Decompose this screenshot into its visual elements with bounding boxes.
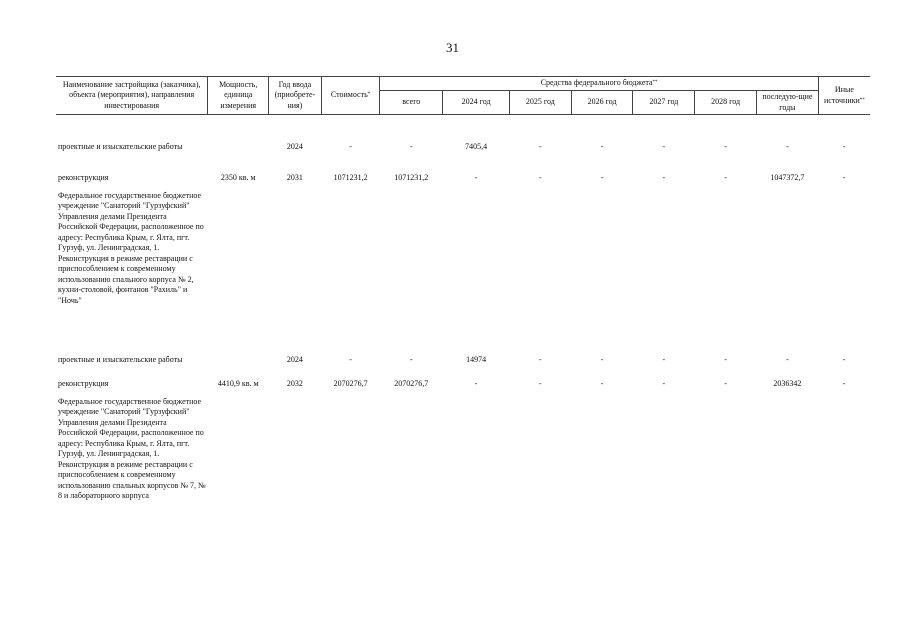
header-2024: 2024 год bbox=[443, 91, 510, 115]
investment-table bbox=[56, 76, 870, 502]
header-year: Год ввода (приобрете-ния) bbox=[269, 77, 322, 115]
header-row-1 bbox=[56, 77, 870, 91]
table-row: реконструкция 4410,9 кв. м 2032 2070276,7 2070276,7 - - - - - 2036342 - bbox=[58, 378, 846, 388]
header-federal-budget: Средства федерального бюджета** bbox=[380, 77, 818, 91]
header-2027: 2027 год bbox=[633, 91, 695, 115]
header-2028: 2028 год bbox=[695, 91, 757, 115]
header-other-sources: Иные источники** bbox=[818, 77, 870, 115]
page-number: 31 bbox=[446, 40, 459, 55]
header-name: Наименование застройщика (заказчика), объекта (мероприятия), направления инвестирования bbox=[56, 77, 208, 115]
header-capacity: Мощность, единица измерения bbox=[208, 77, 269, 115]
header-cost: Стоимость* bbox=[321, 77, 380, 115]
table-row: проектные и изыскательские работы 2024 - - 7405,4 - - - - - - bbox=[58, 141, 846, 151]
table-row: реконструкция 2350 кв. м 2031 1071231,2 1071231,2 - - - - - 1047372,7 - bbox=[58, 172, 846, 182]
table-row: Федеральное государственное бюджетное учреждение "Санаторий "Гурзуфский" Управления делами Президента Российской Федерации, расположенное по адресу: Республика Крым, г. Ялта, пгт. Гурзуф, ул. Ленинградская, 1. Реконструкция в режиме реставрации с приспособлением к современному использованию спальных корпусов № 7, № 8 и лабораторного корпуса bbox=[58, 396, 206, 500]
table-row: проектные и изыскательские работы 2024 - - 14974 - - - - - - bbox=[58, 354, 846, 364]
header-2026: 2026 год bbox=[571, 91, 633, 115]
header-2025: 2025 год bbox=[509, 91, 571, 115]
header-later-years: последую-щие годы bbox=[756, 91, 818, 115]
table-row: Федеральное государственное бюджетное учреждение "Санаторий "Гурзуфский" Управления делами Президента Российской Федерации, расположенное по адресу: Республика Крым, г. Ялта, пгт. Гурзуф, ул. Ленинградская, 1. Реконструкция в режиме реставрации с приспособлением к современному использованию спального корпуса № 2, кухни-столовой, фонтанов "Рахиль" и "Ночь" bbox=[58, 190, 204, 305]
header-total: всего bbox=[380, 91, 443, 115]
